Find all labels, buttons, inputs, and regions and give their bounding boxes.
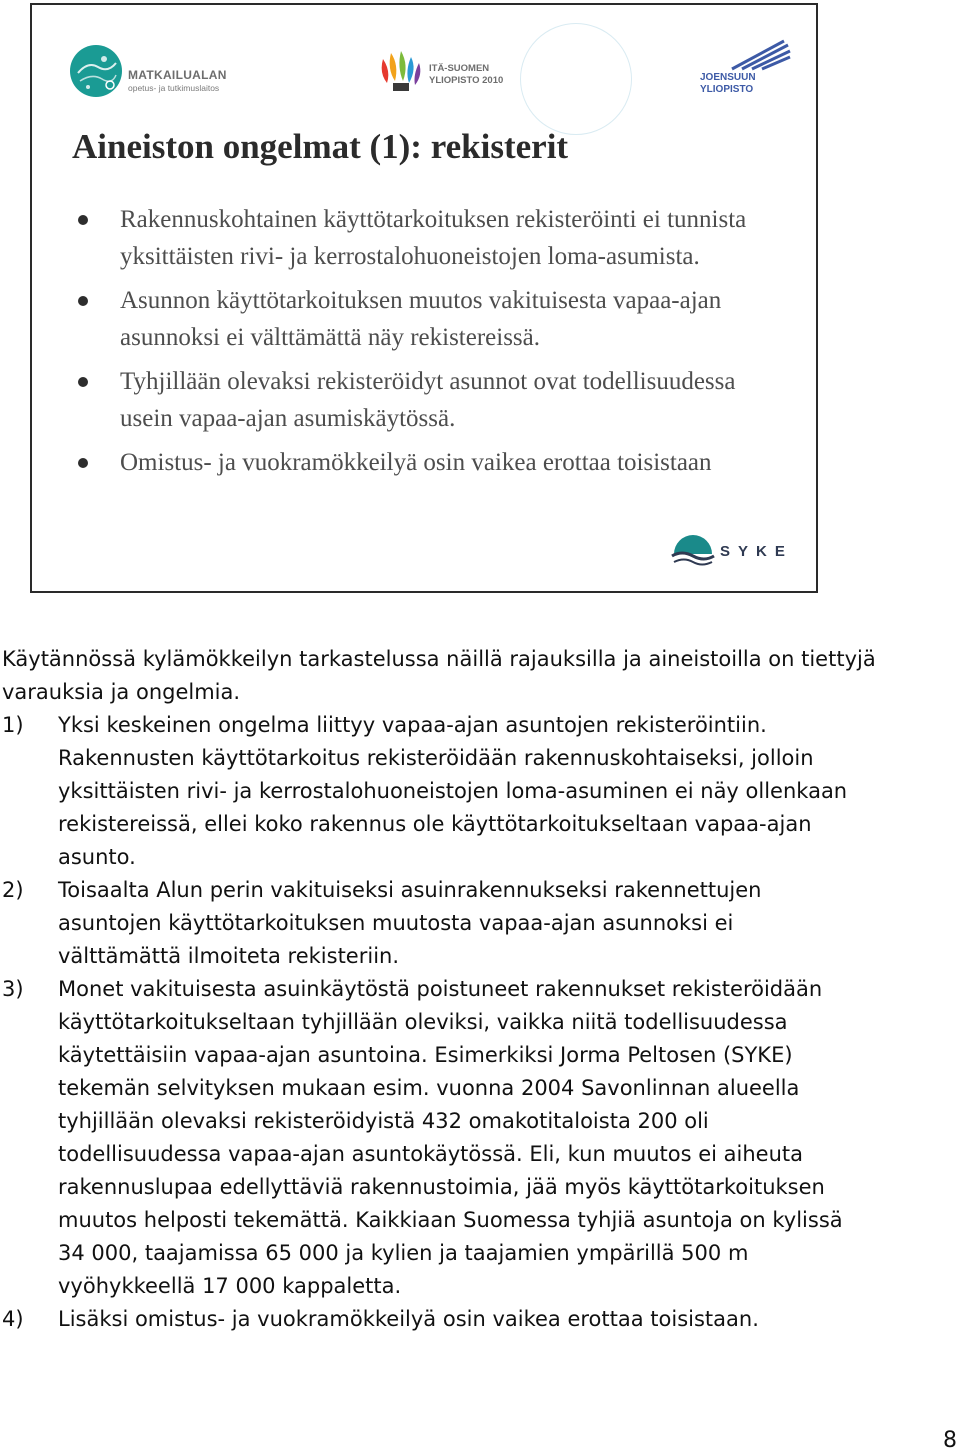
page-number: 8 bbox=[943, 1428, 957, 1453]
joensuun-line2: YLIOPISTO bbox=[700, 84, 754, 95]
syke-emblem-icon bbox=[670, 532, 716, 568]
notes-item bbox=[2, 874, 858, 973]
notes-item bbox=[2, 709, 858, 874]
slide-bullet-list bbox=[72, 201, 772, 488]
slide-bullet bbox=[72, 282, 772, 356]
notes-item-number: 1) bbox=[2, 713, 24, 737]
notes-item-text: Yksi keskeinen ongelma liittyy vapaa-ajan asuntojen rekisteröintiin. Rakennusten käyttötarkoitus rekisteröidään rakennuskohtaiseksi, jolloin yksittäisten rivi- ja kerrostalohuoneistojen loma-asuminen ei näy ollenkaan rekistereissä, ellei koko rakennus ole käyttötarkoitukseltaan vapaa-ajan asunto. bbox=[58, 713, 848, 869]
slide-bullet bbox=[72, 363, 772, 437]
slide-bullet-text: Asunnon käyttötarkoituksen muutos vakituisesta vapaa-ajan asunnoksi ei välttämättä näy rekistereissä. bbox=[120, 287, 722, 351]
notes-item bbox=[2, 1303, 858, 1336]
speaker-notes bbox=[2, 643, 902, 1336]
notes-item bbox=[2, 973, 858, 1303]
ita-suomen-line2: YLIOPISTO 2010 bbox=[429, 75, 504, 86]
decorative-circle bbox=[520, 23, 632, 135]
slide-image bbox=[30, 3, 818, 593]
slide-bullet bbox=[72, 444, 772, 481]
syke-logo bbox=[670, 532, 800, 572]
notes-numbered-list bbox=[2, 709, 902, 1336]
slide-bullet-text: Tyhjillään olevaksi rekisteröidyt asunnot ovat todellisuudessa usein vapaa-ajan asumiskäytössä. bbox=[120, 368, 736, 432]
joensuu-stripes-icon bbox=[692, 35, 792, 71]
bullet-dot-icon bbox=[78, 458, 88, 468]
notes-item-text: Lisäksi omistus- ja vuokramökkeilyä osin vaikea erottaa toisistaan. bbox=[58, 1307, 759, 1331]
notes-item-number: 3) bbox=[2, 977, 24, 1001]
bullet-dot-icon bbox=[78, 215, 88, 225]
colorful-leaves-icon bbox=[377, 49, 425, 93]
syke-wordmark: SYKE bbox=[720, 543, 793, 560]
notes-item-number: 4) bbox=[2, 1307, 24, 1331]
matkailualan-logo bbox=[68, 43, 258, 103]
matkailualan-name: MATKAILUALAN bbox=[128, 68, 227, 82]
matkailualan-subtitle: opetus- ja tutkimuslaitos bbox=[128, 83, 220, 93]
bullet-dot-icon bbox=[78, 296, 88, 306]
notes-item-number: 2) bbox=[2, 878, 24, 902]
matkailualan-emblem-icon bbox=[68, 43, 126, 101]
joensuun-line1: JOENSUUN bbox=[700, 72, 756, 83]
slide-bullet-text: Omistus- ja vuokramökkeilyä osin vaikea erottaa toisistaan bbox=[120, 449, 712, 476]
notes-item-text: Toisaalta Alun perin vakituiseksi asuinrakennukseksi rakennettujen asuntojen käyttötarkoituksen muutosta vapaa-ajan asunnoksi ei välttämättä ilmoiteta rekisteriin. bbox=[58, 878, 762, 968]
ita-suomen-yliopisto-logo bbox=[377, 49, 527, 99]
joensuun-yliopisto-logo bbox=[692, 35, 792, 97]
slide-title: Aineiston ongelmat (1): rekisterit bbox=[72, 127, 569, 166]
bullet-dot-icon bbox=[78, 377, 88, 387]
slide-bullet bbox=[72, 201, 772, 275]
notes-item-text: Monet vakituisesta asuinkäytöstä poistuneet rakennukset rekisteröidään käyttötarkoitukseltaan tyhjillään oleviksi, vaikka niitä todellisuudessa käytettäisiin vapaa-ajan asuntoina. Esimerkiksi Jorma Peltosen (SYKE) tekemän selvityksen mukaan esim. vuonna 2004 Savonlinnan alueella tyhjillään olevaksi rekisteröidyistä 432 omakotitaloista 200 oli todellisuudessa vapaa-ajan asuntokäytössä. Eli, kun muutos ei aiheuta rakennuslupaa edellyttäviä rakennustoimia, jää myös käyttötarkoituksen muutos helposti tekemättä. Kaikkiaan Suomessa tyhjiä asuntoja on kylissä 34 000, taajamissa 65 000 ja kylien ja taajamien ympärillä 500 m vyöhykkeellä 17 000 kappaletta. bbox=[58, 977, 843, 1298]
ita-suomen-line1: ITÄ-SUOMEN bbox=[429, 63, 490, 74]
slide-bullet-text: Rakennuskohtainen käyttötarkoituksen rekisteröinti ei tunnista yksittäisten rivi- ja kerrostalohuoneistojen loma-asumista. bbox=[120, 206, 747, 270]
notes-intro: Käytännössä kylämökkeilyn tarkastelussa näillä rajauksilla ja aineistoilla on tiettyjä varauksia ja ongelmia. bbox=[2, 647, 876, 704]
